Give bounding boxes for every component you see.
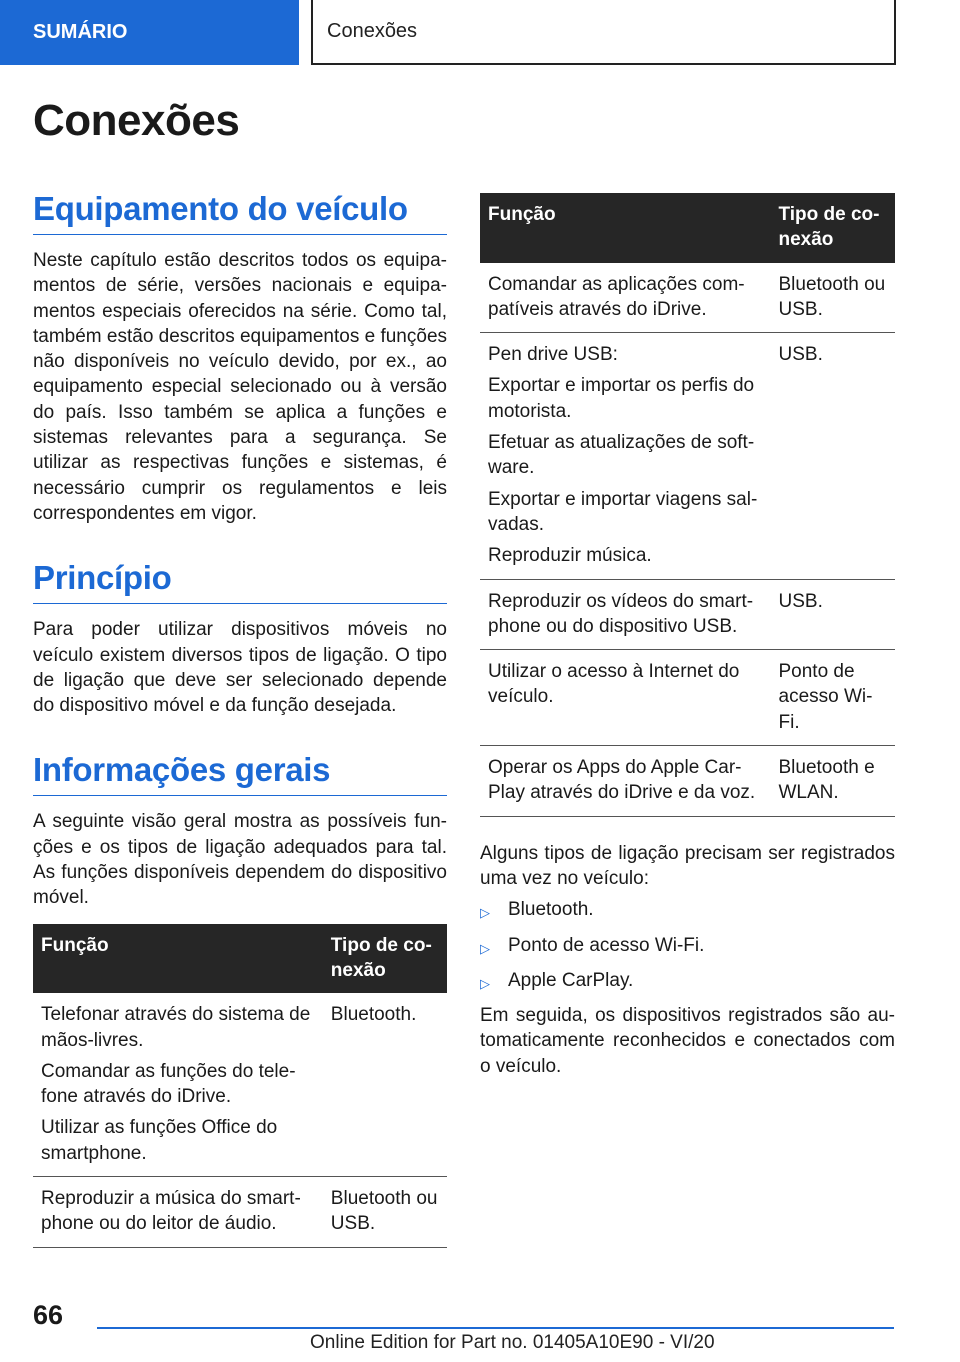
function-line: Comandar as aplicações compatíveis através do iDrive. (488, 273, 745, 320)
function-line: Pen drive USB: (488, 344, 618, 366)
section-text-general: A seguinte visão geral mostra as possíveis funções e os tipos de ligação adequados para tal. As funções disponíveis dependem do dispositivo móvel. (33, 811, 447, 909)
page-number: 66 (33, 1300, 64, 1330)
function-line: Utilizar as funções Office do smartphone. (41, 1117, 278, 1164)
table-cell-function (480, 333, 771, 579)
table-header-connection-type: Tipo de conexão (323, 924, 447, 994)
table-cell-function (480, 746, 771, 817)
list-item (480, 968, 895, 996)
table-cell-connection-type: Bluetooth ou USB. (771, 263, 896, 333)
section-heading-general: Informações gerais (33, 751, 447, 796)
section-header-label: Conexões (327, 20, 418, 42)
footer-divider (97, 1327, 894, 1329)
table-row (33, 1177, 447, 1248)
table-cell-function (480, 263, 771, 333)
section-heading-equipment: Equipamento do veículo (33, 190, 447, 235)
function-line: Efetuar as atualizações de software. (488, 432, 755, 479)
triangle-bullet-icon: ▷ (480, 905, 490, 921)
list-item-label: Bluetooth. (508, 899, 594, 921)
function-line: Reproduzir a música do smartphone ou do leitor de áudio. (41, 1188, 301, 1235)
function-line: Utilizar o acesso à Internet do veículo. (488, 661, 740, 708)
table-header-connection-type: Tipo de conexão (771, 193, 896, 263)
left-column (33, 190, 447, 1248)
function-line: Operar os Apps do Apple CarPlay através do iDrive e da voz. (488, 757, 756, 804)
table-header-row (480, 193, 895, 263)
table-cell-function (480, 579, 771, 650)
table-row (480, 650, 895, 746)
toc-tab[interactable] (0, 0, 299, 65)
table-row (480, 579, 895, 650)
table-cell-connection-type: Bluetooth ou USB. (323, 1177, 447, 1248)
table-cell-connection-type: Ponto de acesso Wi-Fi. (771, 650, 896, 746)
table-cell-connection-type: USB. (771, 333, 896, 579)
table-cell-connection-type: USB. (771, 579, 896, 650)
section-heading-principle: Princípio (33, 559, 447, 604)
table-header-row (33, 924, 447, 994)
list-item-label: Apple CarPlay. (508, 969, 634, 991)
table-cell-connection-type: Bluetooth. (323, 993, 447, 1176)
table-header-function: Função (33, 924, 323, 994)
section-header (311, 0, 896, 65)
table-header-function: Função (480, 193, 771, 263)
triangle-bullet-icon: ▷ (480, 975, 490, 991)
table-cell-function (33, 993, 323, 1176)
connection-table-right (480, 193, 895, 817)
footer-edition: Online Edition for Part no. 01405A10E90 - VI/20 (310, 1332, 715, 1353)
section-text-equipment: Neste capítulo estão descritos todos os equipamentos de série, versões nacionais e equipamentos especiais oferecidos na série. Como tal, também estão descritos equipamentos e funções não disponíveis no veículo devido, por ex., ao equipamento especial selecionado ou à versão do país. Isso também se aplica a funções e sistemas relevantes para a segurança. Se utilizar as respectivas funções e sistemas, é necessário cumprir os regulamentos e leis correspondentes em vigor. (33, 250, 448, 524)
registration-intro: Alguns tipos de ligação precisam ser registrados uma vez no veículo: (480, 842, 895, 889)
table-row (480, 746, 895, 817)
toc-tab-label: SUMÁRIO (33, 21, 128, 43)
function-line: Exportar e importar os perfis do motorista. (488, 375, 755, 422)
table-row (480, 333, 895, 579)
list-item (480, 933, 895, 961)
table-row (480, 263, 895, 333)
section-text-principle: Para poder utilizar dispositivos móveis no veículo existem diversos tipos de ligação. O tipo de ligação que deve ser selecionado depende do dispositivo móvel e da função desejada. (33, 619, 447, 717)
table-row (33, 993, 447, 1176)
registration-list (480, 897, 895, 996)
table-cell-function (33, 1177, 323, 1248)
table-cell-connection-type: Bluetooth e WLAN. (771, 746, 896, 817)
page-title: Conexões (33, 96, 240, 145)
connection-table-left (33, 924, 447, 1248)
function-line: Exportar e importar viagens salvadas. (488, 488, 758, 535)
list-item (480, 897, 895, 925)
function-line: Reproduzir música. (488, 545, 652, 567)
list-item-label: Ponto de acesso Wi-Fi. (508, 934, 705, 956)
table-cell-function (480, 650, 771, 746)
triangle-bullet-icon: ▷ (480, 940, 490, 956)
right-column (480, 193, 895, 1079)
registration-outro: Em seguida, os dispositivos registrados são automaticamente reconhecidos e conectados com o veículo. (480, 1005, 895, 1077)
function-line: Comandar as funções do telefone através do iDrive. (41, 1060, 296, 1108)
function-line: Reproduzir os vídeos do smartphone ou do dispositivo USB. (488, 590, 754, 637)
function-line: Telefonar através do sistema de mãos-livres. (41, 1004, 311, 1051)
